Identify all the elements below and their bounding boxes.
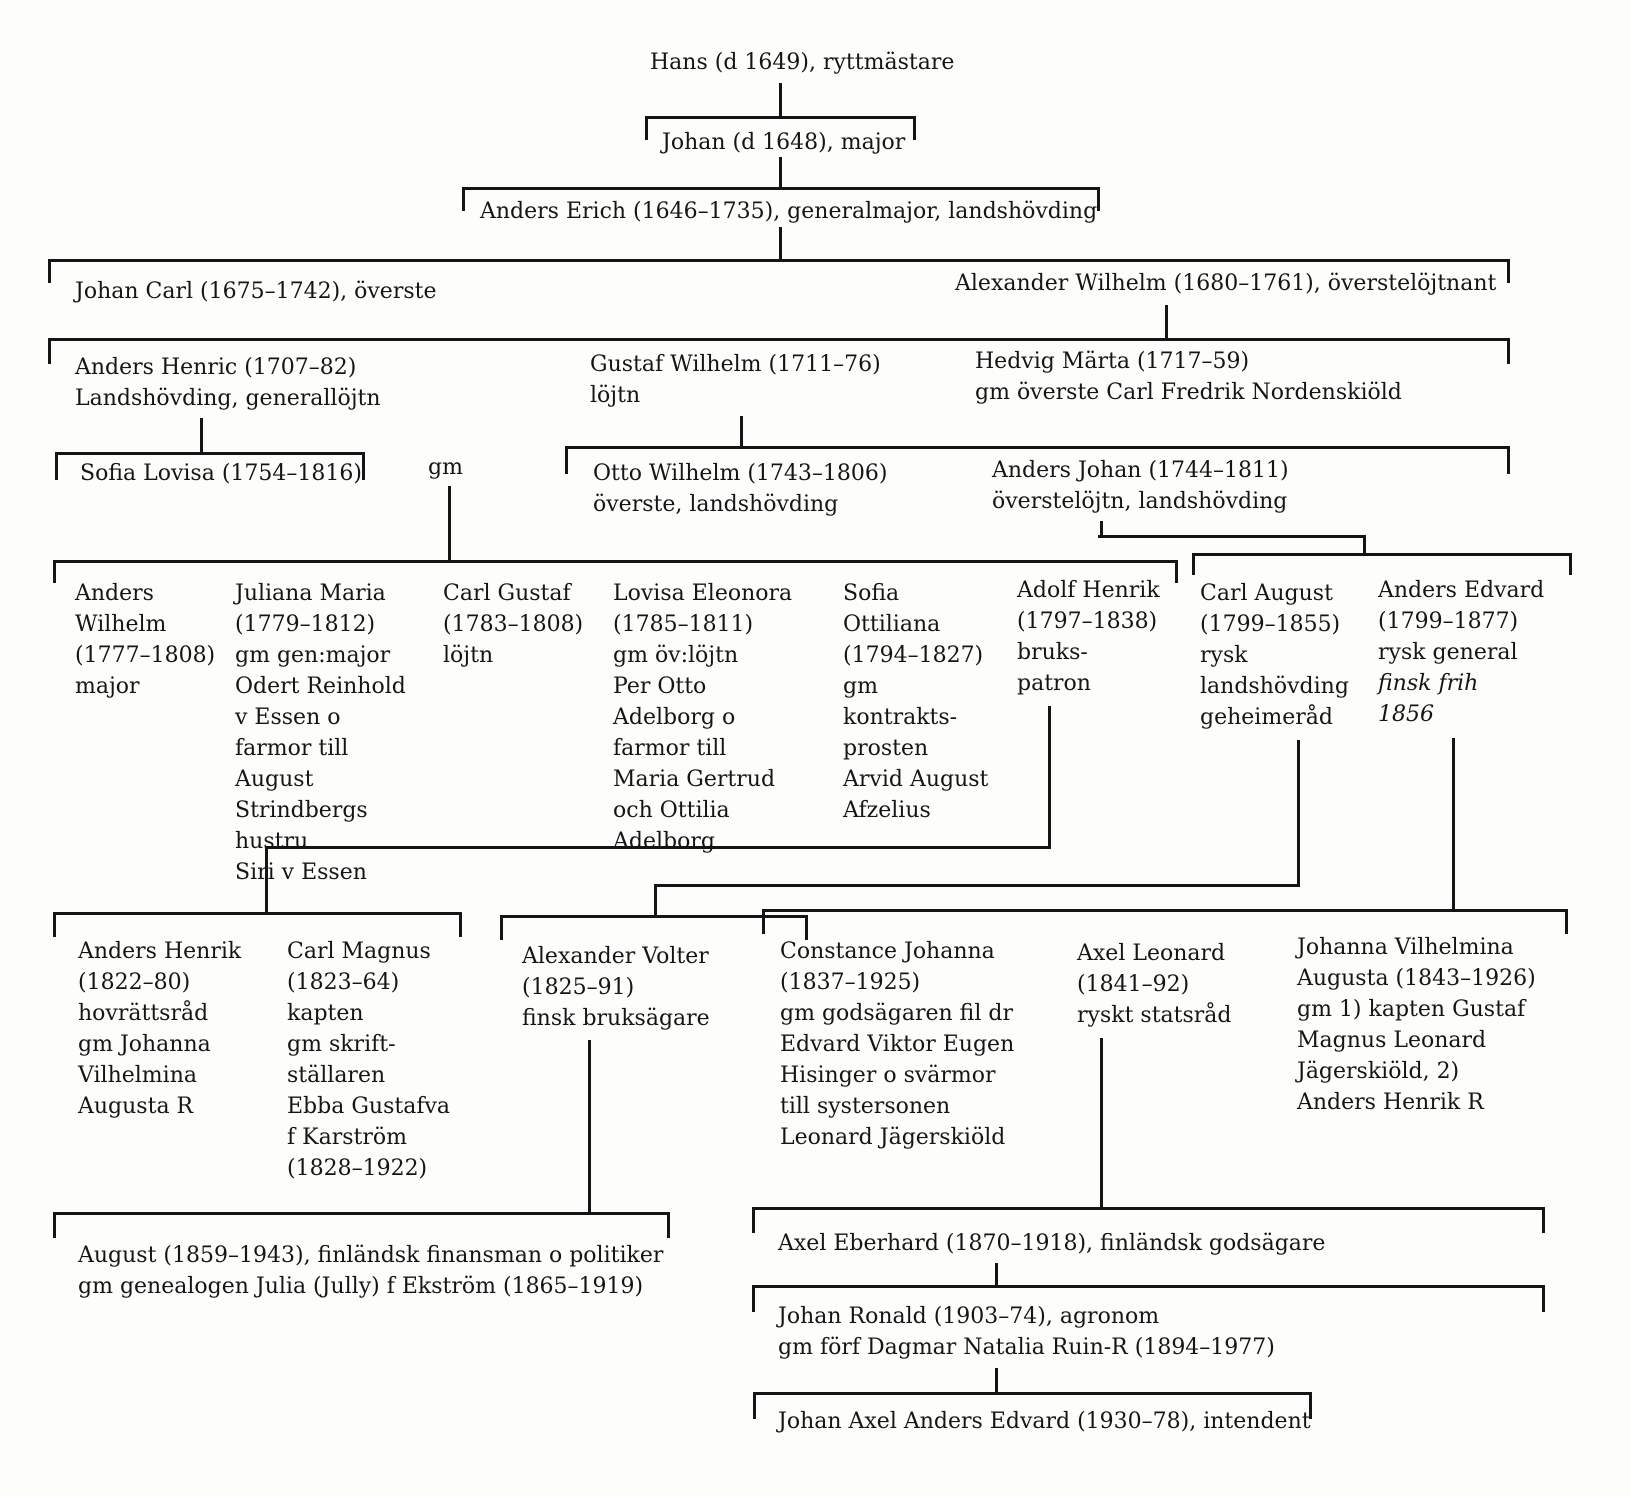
person-text-line: bruks- bbox=[1017, 640, 1088, 665]
sibling-bracket-tick bbox=[362, 452, 365, 480]
sibling-bracket-bar bbox=[752, 1207, 1545, 1210]
person-text-line: (1799–1855) bbox=[1200, 612, 1341, 637]
sibling-bracket-bar bbox=[753, 1392, 1312, 1395]
person-text-line: patron bbox=[1017, 671, 1091, 696]
person-text-line: gm godsägaren fil dr bbox=[780, 1001, 1013, 1026]
person-text-line: Per Otto bbox=[613, 674, 707, 699]
sibling-bracket-bar bbox=[53, 560, 1178, 563]
person-text-line: finsk frih bbox=[1378, 671, 1479, 696]
sibling-bracket-bar bbox=[53, 1212, 670, 1215]
descent-elbow-line bbox=[654, 884, 1300, 887]
sibling-bracket-tick bbox=[1507, 259, 1510, 283]
person-text-line: Odert Reinhold bbox=[235, 674, 406, 699]
person-text-line: Hedvig Märta (1717–59) bbox=[975, 349, 1250, 374]
sibling-bracket-tick bbox=[459, 912, 462, 937]
person-text-line: (1823–64) bbox=[287, 970, 400, 995]
person-text-line: landshövding bbox=[1200, 674, 1349, 699]
sibling-bracket-tick bbox=[500, 915, 503, 940]
person-alexander-wilhelm bbox=[955, 268, 1496, 299]
person-text-line: gm gen:major bbox=[235, 643, 391, 668]
person-adolf-henrik bbox=[1017, 575, 1160, 699]
person-text-line: Strindbergs bbox=[235, 798, 368, 823]
person-text-line: Landshövding, generallöjtn bbox=[75, 386, 381, 411]
person-text-line: Johan Ronald (1903–74), agronom bbox=[778, 1304, 1160, 1329]
sibling-bracket-bar bbox=[48, 338, 1510, 341]
sibling-bracket-bar bbox=[762, 909, 1568, 912]
person-text-line: Siri v Essen bbox=[235, 860, 367, 885]
sibling-bracket-tick bbox=[752, 1285, 755, 1312]
person-text-line: Anders Erich (1646–1735), generalmajor, landshövding bbox=[480, 199, 1098, 224]
person-text-line: överste, landshövding bbox=[593, 492, 839, 517]
sibling-bracket-tick bbox=[1507, 338, 1510, 364]
person-text-line: v Essen o bbox=[235, 705, 341, 730]
descent-line bbox=[779, 83, 782, 116]
person-text-line: Otto Wilhelm (1743–1806) bbox=[593, 461, 888, 486]
person-text-line: (1799–1877) bbox=[1378, 609, 1519, 634]
descent-line bbox=[654, 884, 657, 917]
person-text-line: f Karström bbox=[287, 1125, 407, 1150]
person-text-line: August (1859–1943), finländsk finansman o politiker bbox=[78, 1243, 664, 1268]
sibling-bracket-tick bbox=[1192, 553, 1195, 575]
sibling-bracket-tick bbox=[913, 116, 916, 140]
sibling-bracket-bar bbox=[53, 912, 462, 915]
person-text-line: gm bbox=[843, 674, 878, 699]
person-text-line: och Ottilia bbox=[613, 798, 730, 823]
person-text-line: gm bbox=[428, 455, 463, 480]
sibling-bracket-tick bbox=[645, 116, 648, 140]
person-anders-erich bbox=[480, 196, 1097, 227]
person-juliana-maria bbox=[235, 578, 406, 888]
person-text-line: Anders Henric (1707–82) bbox=[75, 355, 357, 380]
sibling-bracket-tick bbox=[1565, 909, 1568, 934]
person-johanna-vilhelmina bbox=[1297, 932, 1536, 1118]
person-text-line: Axel Eberhard (1870–1918), finländsk godsägare bbox=[778, 1231, 1326, 1256]
descent-line bbox=[1165, 305, 1168, 340]
sibling-bracket-tick bbox=[667, 1212, 670, 1238]
descent-line bbox=[779, 227, 782, 259]
sibling-bracket-tick bbox=[1175, 560, 1178, 583]
person-text-line: August bbox=[235, 767, 314, 792]
person-anders-henric bbox=[75, 352, 381, 414]
sibling-bracket-tick bbox=[48, 259, 51, 283]
person-text-line: Hans (d 1649), ryttmästare bbox=[650, 50, 955, 75]
person-text-line: Constance Johanna bbox=[780, 939, 995, 964]
person-anders-henrik bbox=[78, 936, 241, 1122]
person-text-line: (1797–1838) bbox=[1017, 609, 1158, 634]
person-text-line: Sofia bbox=[843, 581, 900, 606]
person-text-line: hustru bbox=[235, 829, 309, 854]
person-johan-axel bbox=[778, 1406, 1311, 1437]
sibling-bracket-tick bbox=[462, 187, 465, 211]
person-johan-ronald bbox=[778, 1301, 1275, 1363]
person-alexander-volter bbox=[522, 941, 710, 1034]
person-text-line: Leonard Jägerskiöld bbox=[780, 1125, 1006, 1150]
descent-line bbox=[1363, 535, 1366, 555]
person-text-line: geheimeråd bbox=[1200, 705, 1333, 730]
person-sofia-ottiliana bbox=[843, 578, 988, 826]
person-text-line: Johanna Vilhelmina bbox=[1297, 935, 1514, 960]
person-text-line: Johan (d 1648), major bbox=[662, 130, 906, 155]
person-text-line: kapten bbox=[287, 1001, 364, 1026]
person-text-line: Juliana Maria bbox=[235, 581, 386, 606]
person-anders-johan bbox=[992, 455, 1289, 517]
descent-line bbox=[1048, 706, 1051, 848]
sibling-bracket-bar bbox=[752, 1285, 1545, 1288]
descent-line bbox=[995, 1263, 998, 1287]
sibling-bracket-tick bbox=[53, 560, 56, 583]
person-text-line: Alexander Volter bbox=[522, 944, 709, 969]
person-text-line: Adelborg bbox=[613, 829, 715, 854]
person-text-line: till systersonen bbox=[780, 1094, 951, 1119]
descent-line bbox=[779, 157, 782, 187]
person-text-line: (1783–1808) bbox=[443, 612, 584, 637]
person-text-line: (1794–1827) bbox=[843, 643, 984, 668]
person-text-line: rysk general bbox=[1378, 640, 1518, 665]
sibling-bracket-bar bbox=[462, 187, 1100, 190]
person-axel-eberhard bbox=[778, 1228, 1325, 1259]
person-text-line: kontrakts- bbox=[843, 705, 958, 730]
person-text-line: gm genealogen Julia (Jully) f Ekström (1865–1919) bbox=[78, 1274, 644, 1299]
person-text-line: Anders Henrik bbox=[78, 939, 242, 964]
sibling-bracket-tick bbox=[762, 909, 765, 934]
person-text-line: Sofia Lovisa (1754–1816) bbox=[80, 461, 362, 486]
person-text-line: Carl Gustaf bbox=[443, 581, 571, 606]
person-text-line: (1779–1812) bbox=[235, 612, 376, 637]
person-text-line: Wilhelm bbox=[75, 612, 167, 637]
person-text-line: Anders Edvard bbox=[1378, 578, 1545, 603]
person-text-line: Anders Henrik R bbox=[1297, 1090, 1484, 1115]
person-hedvig-marta bbox=[975, 346, 1402, 408]
person-text-line: gm förf Dagmar Natalia Ruin-R (1894–1977) bbox=[778, 1335, 1275, 1360]
descent-line bbox=[1100, 1038, 1103, 1209]
person-text-line: Alexander Wilhelm (1680–1761), överstelöjtnant bbox=[955, 271, 1497, 296]
person-text-line: löjtn bbox=[590, 383, 641, 408]
person-text-line: Johan Carl (1675–1742), överste bbox=[75, 279, 437, 304]
person-text-line: Ottiliana bbox=[843, 612, 941, 637]
person-text-line: (1825–91) bbox=[522, 975, 635, 1000]
descent-line bbox=[200, 418, 203, 452]
sibling-bracket-tick bbox=[48, 338, 51, 364]
person-text-line: Adolf Henrik bbox=[1017, 578, 1160, 603]
person-text-line: ställaren bbox=[287, 1063, 386, 1088]
person-hans bbox=[650, 47, 954, 78]
person-text-line: gm Johanna bbox=[78, 1032, 211, 1057]
person-anders-wilhelm bbox=[75, 578, 215, 702]
person-text-line: ryskt statsråd bbox=[1077, 1003, 1232, 1028]
descent-line bbox=[588, 1040, 591, 1214]
person-text-line: gm öv:löjtn bbox=[613, 643, 739, 668]
sibling-bracket-tick bbox=[53, 1212, 56, 1238]
person-text-line: gm överste Carl Fredrik Nordenskiöld bbox=[975, 380, 1402, 405]
person-text-line: (1837–1925) bbox=[780, 970, 921, 995]
person-carl-gustaf bbox=[443, 578, 583, 671]
person-text-line: Ebba Gustafva bbox=[287, 1094, 451, 1119]
sibling-bracket-tick bbox=[53, 912, 56, 937]
person-text-line: Anders bbox=[75, 581, 154, 606]
person-text-line: Adelborg o bbox=[613, 705, 736, 730]
person-text-line: (1785–1811) bbox=[613, 612, 754, 637]
descent-line bbox=[740, 416, 743, 446]
person-sofia-lovisa bbox=[80, 458, 362, 489]
person-text-line: gm 1) kapten Gustaf bbox=[1297, 997, 1526, 1022]
person-otto-wilhelm bbox=[593, 458, 887, 520]
person-axel-leonard bbox=[1077, 938, 1232, 1031]
person-text-line: Anders Johan (1744–1811) bbox=[992, 458, 1289, 483]
person-text-line: (1777–1808) bbox=[75, 643, 216, 668]
person-text-line: farmor till bbox=[613, 736, 727, 761]
person-gustaf-wilhelm bbox=[590, 349, 881, 411]
descent-line bbox=[1452, 738, 1455, 911]
person-anders-edvard bbox=[1378, 575, 1544, 730]
sibling-bracket-bar bbox=[1192, 553, 1572, 556]
descent-line bbox=[448, 486, 451, 562]
sibling-bracket-tick bbox=[752, 1207, 755, 1233]
person-text-line: hovrättsråd bbox=[78, 1001, 209, 1026]
person-text-line: Vilhelmina bbox=[78, 1063, 197, 1088]
person-text-line: major bbox=[75, 674, 140, 699]
person-text-line: Hisinger o svärmor bbox=[780, 1063, 996, 1088]
person-text-line: Augusta (1843–1926) bbox=[1297, 966, 1536, 991]
sibling-bracket-tick bbox=[1507, 446, 1510, 474]
person-text-line: Arvid August bbox=[843, 767, 989, 792]
person-text-line: farmor till bbox=[235, 736, 349, 761]
person-carl-august bbox=[1200, 578, 1349, 733]
person-text-line: prosten bbox=[843, 736, 929, 761]
descent-elbow-line bbox=[1098, 535, 1366, 538]
person-text-line: (1828–1922) bbox=[287, 1156, 428, 1181]
sibling-bracket-bar bbox=[48, 259, 1510, 262]
person-text-line: rysk bbox=[1200, 643, 1248, 668]
person-constance-johanna bbox=[780, 936, 1014, 1153]
person-text-line: finsk bruksägare bbox=[522, 1006, 710, 1031]
marriage-gm-label bbox=[428, 452, 463, 483]
person-text-line: Magnus Leonard bbox=[1297, 1028, 1487, 1053]
person-text-line: löjtn bbox=[443, 643, 494, 668]
sibling-bracket-tick bbox=[1097, 187, 1100, 211]
person-text-line: Augusta R bbox=[78, 1094, 194, 1119]
sibling-bracket-tick bbox=[1542, 1207, 1545, 1233]
descent-line bbox=[995, 1368, 998, 1394]
person-text-line: gm skrift- bbox=[287, 1032, 396, 1057]
person-text-line: Lovisa Eleonora bbox=[613, 581, 793, 606]
person-text-line: Gustaf Wilhelm (1711–76) bbox=[590, 352, 881, 377]
person-lovisa-eleonora bbox=[613, 578, 792, 857]
sibling-bracket-tick bbox=[565, 446, 568, 474]
person-text-line: Afzelius bbox=[843, 798, 931, 823]
person-text-line: överstelöjtn, landshövding bbox=[992, 489, 1288, 514]
sibling-bracket-bar bbox=[55, 452, 365, 455]
person-text-line: 1856 bbox=[1378, 702, 1434, 727]
person-text-line: Jägerskiöld, 2) bbox=[1297, 1059, 1460, 1084]
person-text-line: (1822–80) bbox=[78, 970, 191, 995]
person-carl-magnus bbox=[287, 936, 450, 1184]
person-text-line: Axel Leonard bbox=[1077, 941, 1226, 966]
person-august bbox=[78, 1240, 663, 1302]
sibling-bracket-bar bbox=[645, 116, 916, 119]
person-text-line: Johan Axel Anders Edvard (1930–78), intendent bbox=[778, 1409, 1311, 1434]
descent-line bbox=[1297, 740, 1300, 886]
person-johan bbox=[662, 127, 905, 158]
person-text-line: (1841–92) bbox=[1077, 972, 1190, 997]
person-text-line: Edvard Viktor Eugen bbox=[780, 1032, 1015, 1057]
person-johan-carl bbox=[75, 276, 437, 307]
sibling-bracket-bar bbox=[565, 446, 1510, 449]
sibling-bracket-tick bbox=[1542, 1285, 1545, 1312]
person-text-line: Carl Magnus bbox=[287, 939, 431, 964]
person-text-line: Maria Gertrud bbox=[613, 767, 776, 792]
person-text-line: Carl August bbox=[1200, 581, 1333, 606]
sibling-bracket-tick bbox=[55, 452, 58, 480]
sibling-bracket-tick bbox=[753, 1392, 756, 1419]
sibling-bracket-tick bbox=[1569, 553, 1572, 575]
